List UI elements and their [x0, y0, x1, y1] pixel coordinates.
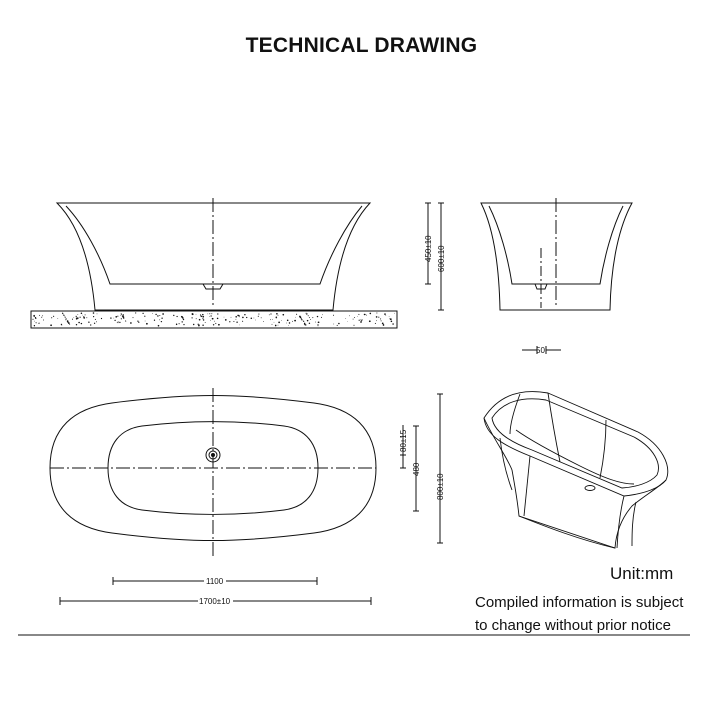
floor-speckle	[80, 317, 81, 318]
floor-speckle	[236, 321, 237, 322]
floor-speckle	[380, 319, 381, 320]
floor-speckle	[68, 322, 70, 324]
floor-speckle	[337, 325, 338, 326]
floor-speckle	[76, 316, 77, 317]
floor-speckle	[42, 315, 43, 316]
floor-speckle	[239, 316, 240, 317]
floor-speckle	[205, 322, 206, 323]
floor-speckle	[137, 320, 138, 321]
floor-speckle	[270, 319, 271, 320]
floor-speckle	[145, 321, 146, 322]
floor-speckle	[210, 315, 211, 316]
floor-speckle	[176, 316, 177, 317]
floor-speckle	[287, 320, 289, 322]
floor-speckle	[146, 323, 148, 325]
floor-speckle	[303, 321, 304, 322]
floor-speckle	[376, 320, 377, 321]
floor-speckle	[242, 317, 244, 319]
floor-speckle	[295, 317, 296, 318]
perspective-facet-line-4	[632, 502, 636, 546]
floor-speckle	[242, 321, 243, 322]
floor-speckle	[353, 319, 354, 320]
floor-speckle	[308, 315, 309, 316]
floor-speckle	[366, 315, 367, 316]
floor-speckle	[77, 314, 78, 315]
floor-speckle	[209, 316, 210, 317]
floor-speckle	[333, 324, 334, 325]
floor-speckle	[202, 314, 204, 316]
floor-speckle	[50, 324, 52, 326]
dim-total-length: 1700±10	[199, 597, 231, 606]
floor-speckle	[214, 321, 215, 322]
floor-speckle	[61, 325, 62, 326]
floor-speckle	[83, 316, 84, 317]
floor-speckle	[294, 320, 296, 322]
floor-speckle	[376, 313, 377, 314]
floor-speckle	[217, 318, 219, 320]
floor-speckle	[133, 317, 134, 318]
floor-speckle	[246, 317, 247, 318]
floor-speckle	[85, 314, 86, 315]
floor-speckle	[213, 324, 214, 325]
floor-speckle	[182, 317, 184, 319]
floor-speckle	[353, 325, 354, 326]
floor-speckle	[217, 313, 218, 314]
floor-speckle	[161, 318, 162, 319]
perspective-basin-floor	[516, 430, 634, 484]
perspective-facet-line-5	[500, 438, 512, 490]
floor-speckle	[362, 319, 363, 320]
floor-speckle	[200, 314, 201, 315]
floor-speckle	[41, 317, 42, 318]
floor-speckle	[270, 313, 271, 314]
floor-speckle	[394, 313, 395, 314]
floor-speckle	[321, 317, 322, 318]
floor-speckle	[101, 318, 102, 319]
perspective-inner-rim	[492, 399, 658, 488]
floor-speckle	[202, 318, 203, 319]
floor-speckle	[39, 315, 40, 316]
floor-speckle	[196, 318, 197, 319]
floor-speckle	[275, 325, 277, 327]
floor-speckle	[81, 323, 82, 324]
floor-speckle	[357, 316, 358, 317]
floor-speckle	[358, 314, 359, 315]
floor-speckle	[286, 323, 287, 324]
end-elevation-view	[481, 198, 632, 310]
drain-center	[212, 454, 215, 457]
floor-speckle	[345, 318, 346, 319]
floor-speckle	[272, 324, 273, 325]
floor-speckle	[276, 317, 277, 318]
floor-speckle	[97, 314, 98, 315]
floor-speckle	[33, 315, 35, 317]
floor-speckle	[86, 317, 87, 318]
floor-speckle	[130, 322, 132, 324]
floor-speckle	[196, 314, 197, 315]
floor-speckle	[114, 320, 115, 321]
page-title: TECHNICAL DRAWING	[245, 34, 478, 57]
floor-speckle	[309, 323, 310, 324]
floor-speckle	[263, 321, 264, 322]
floor-speckle	[64, 315, 65, 316]
floor-speckle	[173, 315, 174, 316]
floor-speckle	[118, 321, 119, 322]
floor-speckle	[88, 321, 89, 322]
floor-speckle	[317, 324, 318, 325]
floor-speckle	[162, 313, 164, 315]
floor-speckle	[235, 316, 237, 318]
floor-speckle	[76, 324, 77, 325]
perspective-facet-line-2	[600, 420, 606, 478]
floor-speckle	[300, 317, 302, 319]
floor-speckle	[333, 315, 334, 316]
floor-speckle	[207, 314, 208, 315]
floor-speckle	[32, 319, 33, 320]
floor-speckle	[93, 312, 95, 314]
floor-speckle	[360, 321, 362, 323]
floor-speckle	[67, 320, 69, 322]
floor-speckle	[278, 325, 279, 326]
floor-speckle	[51, 317, 52, 318]
floor-speckle	[119, 322, 120, 323]
floor-speckle	[385, 315, 386, 316]
floor-speckle	[138, 322, 139, 323]
floor-speckle	[210, 320, 211, 321]
floor-speckle	[73, 317, 74, 318]
floor-speckle	[258, 314, 259, 315]
floor-speckle	[158, 325, 160, 327]
unit-label: Unit:mm	[610, 564, 674, 583]
side-elevation-view	[31, 198, 397, 328]
floor-speckle	[144, 316, 145, 317]
floor-texture	[32, 312, 394, 326]
floor-speckle	[161, 321, 162, 322]
floor-speckle	[251, 317, 253, 319]
floor-speckle	[183, 324, 184, 325]
floor-speckle	[239, 325, 240, 326]
floor-speckle	[289, 322, 290, 323]
floor-speckle	[369, 320, 371, 322]
floor-speckle	[69, 324, 70, 325]
floor-speckle	[349, 315, 350, 316]
floor-speckle	[38, 323, 39, 324]
floor-speckle	[383, 324, 384, 325]
floor-speckle	[121, 314, 122, 315]
floor-speckle	[72, 319, 73, 320]
floor-speckle	[203, 319, 204, 320]
floor-slab	[31, 311, 397, 328]
floor-speckle	[113, 318, 114, 319]
floor-speckle	[255, 320, 256, 321]
floor-speckle	[391, 321, 392, 322]
floor-speckle	[301, 319, 302, 320]
floor-speckle	[135, 312, 136, 313]
dim-top-drain-offset: 80±15	[399, 429, 408, 452]
floor-speckle	[278, 315, 279, 316]
floor-speckle	[281, 320, 282, 321]
floor-speckle	[95, 319, 96, 320]
floor-speckle	[176, 324, 177, 325]
floor-speckle	[78, 322, 80, 324]
floor-speckle	[212, 318, 213, 319]
floor-speckle	[96, 321, 97, 322]
floor-speckle	[115, 316, 116, 317]
floor-speckle	[304, 324, 305, 325]
perspective-corner-flare-right	[617, 496, 624, 548]
floor-speckle	[272, 319, 273, 320]
floor-speckle	[126, 321, 127, 322]
floor-speckle	[365, 314, 366, 315]
floor-speckle	[244, 314, 245, 315]
floor-speckle	[121, 313, 122, 314]
dim-end-drain-offset: 50	[536, 346, 545, 355]
floor-speckle	[224, 317, 225, 318]
floor-speckle	[120, 315, 121, 316]
floor-speckle	[198, 324, 199, 325]
floor-speckle	[65, 317, 66, 318]
floor-speckle	[276, 313, 278, 315]
floor-speckle	[318, 326, 319, 327]
floor-speckle	[269, 314, 270, 315]
floor-speckle	[381, 320, 382, 321]
floor-speckle	[306, 313, 307, 314]
floor-speckle	[215, 323, 216, 324]
dim-top-total-width: 800±10	[436, 473, 445, 500]
top-plan-view	[50, 388, 376, 558]
floor-speckle	[354, 317, 355, 318]
floor-speckle	[370, 313, 372, 315]
floor-speckle	[159, 319, 160, 320]
top-width-dimensions	[400, 394, 443, 543]
floor-speckle	[66, 319, 67, 320]
floor-speckle	[198, 325, 200, 327]
perspective-outer-rim	[484, 392, 668, 496]
floor-speckle	[77, 317, 79, 319]
perspective-view	[484, 392, 668, 548]
floor-speckle	[53, 316, 54, 317]
floor-speckle	[110, 317, 111, 318]
floor-speckle	[199, 319, 201, 321]
floor-speckle	[36, 322, 37, 323]
floor-speckle	[258, 316, 259, 317]
dim-top-inner-width: 480	[412, 462, 421, 476]
floor-speckle	[118, 322, 119, 323]
floor-speckle	[237, 315, 239, 317]
floor-speckle	[254, 318, 255, 319]
perspective-corner-flare-left	[524, 456, 530, 516]
floor-speckle	[218, 324, 220, 326]
floor-speckle	[392, 323, 394, 325]
floor-speckle	[359, 320, 360, 321]
floor-speckle	[192, 313, 194, 315]
perspective-front-body	[484, 418, 666, 548]
floor-speckle	[274, 322, 275, 323]
dim-side-height-inner: 450±10	[424, 235, 433, 262]
floor-speckle	[191, 317, 192, 318]
floor-speckle	[34, 321, 35, 322]
floor-speckle	[231, 317, 232, 318]
floor-speckle	[317, 316, 318, 317]
floor-speckle	[278, 322, 280, 324]
floor-speckle	[382, 323, 384, 325]
floor-speckle	[315, 322, 316, 323]
floor-speckle	[81, 312, 83, 314]
floor-speckle	[225, 319, 227, 321]
dim-side-height-total: 600±10	[437, 245, 446, 272]
floor-speckle	[34, 325, 35, 326]
floor-speckle	[67, 322, 68, 323]
floor-speckle	[378, 317, 379, 318]
floor-speckle	[322, 314, 323, 315]
floor-speckle	[292, 321, 293, 322]
floor-speckle	[202, 325, 203, 326]
floor-speckle	[155, 314, 156, 315]
floor-speckle	[43, 320, 44, 321]
floor-speckle	[310, 319, 311, 320]
floor-speckle	[35, 318, 36, 319]
floor-speckle	[199, 324, 200, 325]
floor-speckle	[318, 321, 320, 323]
floor-speckle	[288, 325, 289, 326]
floor-speckle	[182, 321, 183, 322]
floor-speckle	[309, 317, 310, 318]
floor-speckle	[380, 318, 381, 319]
floor-speckle	[390, 318, 392, 320]
floor-speckle	[229, 321, 230, 322]
floor-speckle	[209, 313, 210, 314]
floor-speckle	[94, 323, 95, 324]
floor-speckle	[123, 316, 125, 318]
floor-speckle	[202, 316, 204, 318]
floor-speckle	[183, 319, 184, 320]
floor-speckle	[142, 313, 143, 314]
floor-speckle	[152, 313, 153, 314]
floor-speckle	[117, 322, 118, 323]
floor-speckle	[93, 316, 94, 317]
floor-speckle	[360, 319, 361, 320]
floor-speckle	[364, 314, 365, 315]
floor-speckle	[121, 318, 122, 319]
perspective-drain	[585, 486, 595, 491]
floor-speckle	[233, 321, 234, 322]
side-view-inner-wall	[66, 206, 362, 284]
floor-speckle	[361, 320, 362, 321]
floor-speckle	[57, 318, 58, 319]
floor-speckle	[193, 324, 194, 325]
floor-speckle	[338, 323, 340, 325]
notice-line-1: Compiled information is subject	[475, 594, 684, 611]
floor-speckle	[123, 314, 124, 315]
floor-speckle	[347, 321, 348, 322]
floor-speckle	[154, 320, 155, 321]
dim-inner-length: 1100	[206, 577, 224, 586]
floor-speckle	[235, 319, 236, 320]
floor-speckle	[375, 323, 376, 324]
floor-speckle	[261, 317, 262, 318]
floor-speckle	[159, 315, 160, 316]
floor-speckle	[82, 315, 83, 316]
floor-speckle	[376, 316, 378, 318]
floor-speckle	[90, 324, 91, 325]
floor-speckle	[306, 314, 307, 315]
floor-speckle	[63, 313, 64, 314]
floor-speckle	[296, 314, 297, 315]
floor-speckle	[389, 316, 390, 317]
floor-speckle	[117, 316, 118, 317]
floor-speckle	[157, 315, 158, 316]
floor-speckle	[65, 319, 66, 320]
floor-speckle	[384, 313, 386, 315]
floor-speckle	[211, 313, 212, 314]
floor-speckle	[312, 317, 313, 318]
notice-line-2: to change without prior notice	[475, 617, 671, 634]
floor-speckle	[201, 316, 203, 318]
floor-speckle	[307, 320, 309, 322]
floor-speckle	[282, 314, 284, 316]
floor-speckle	[179, 323, 180, 324]
